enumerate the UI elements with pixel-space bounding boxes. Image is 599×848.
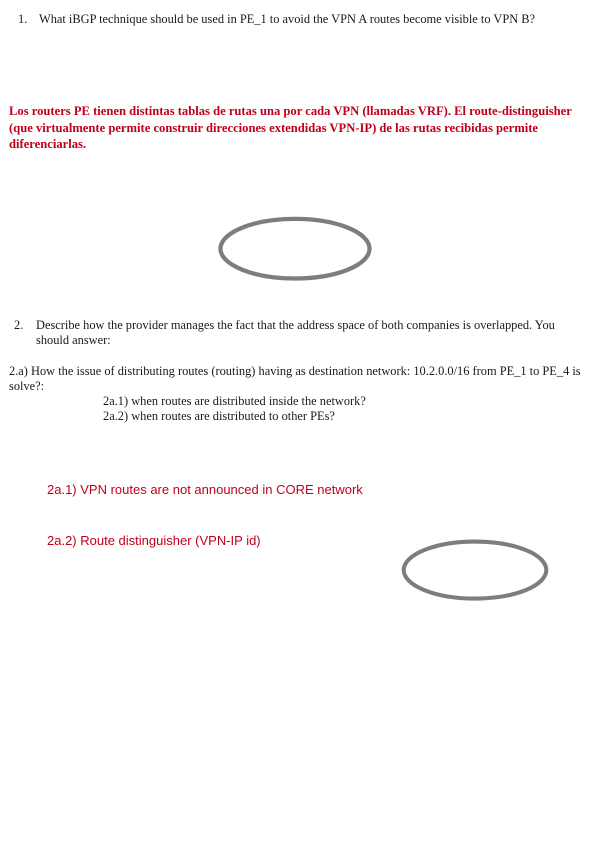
question-2a-sub1: 2a.1) when routes are distributed inside the network? <box>103 394 366 408</box>
question-2a-sub2: 2a.2) when routes are distributed to other PEs? <box>103 409 335 423</box>
core-ring <box>404 542 547 599</box>
core-ring <box>220 219 369 279</box>
question-2 <box>9 318 591 348</box>
network-diagram-top <box>165 188 425 303</box>
answer-2a1: 2a.1) VPN routes are not announced in CORE network <box>47 482 363 497</box>
question-1-text: What iBGP technique should be used in PE_1 to avoid the VPN A routes become visible to VPN B? <box>39 12 536 26</box>
network-diagram-content <box>220 219 369 279</box>
answer-2a2: 2a.2) Route distinguisher (VPN-IP id) <box>47 533 261 548</box>
question-1-number: 1. <box>18 12 28 26</box>
question-2a-text: 2.a) How the issue of distributing routes (routing) having as destination network: 10.2.0.0/16 from PE_1 to PE_4 is solve?: <box>9 364 581 393</box>
network-diagram-content <box>404 542 547 599</box>
answer-1: Los routers PE tienen distintas tablas de rutas una por cada VPN (llamadas VRF). El route-distinguisher (que virtualmente permite construir direcciones extendidas VPN-IP) de las rutas recibidas permite diferenciarlas. <box>9 104 572 151</box>
question-2a <box>9 364 591 424</box>
question-1 <box>9 11 591 27</box>
question-2-number: 2. <box>14 318 24 332</box>
network-diagram-bottom <box>355 512 595 622</box>
question-2-text: Describe how the provider manages the fact that the address space of both companies is overlapped. You should answer: <box>36 318 555 347</box>
